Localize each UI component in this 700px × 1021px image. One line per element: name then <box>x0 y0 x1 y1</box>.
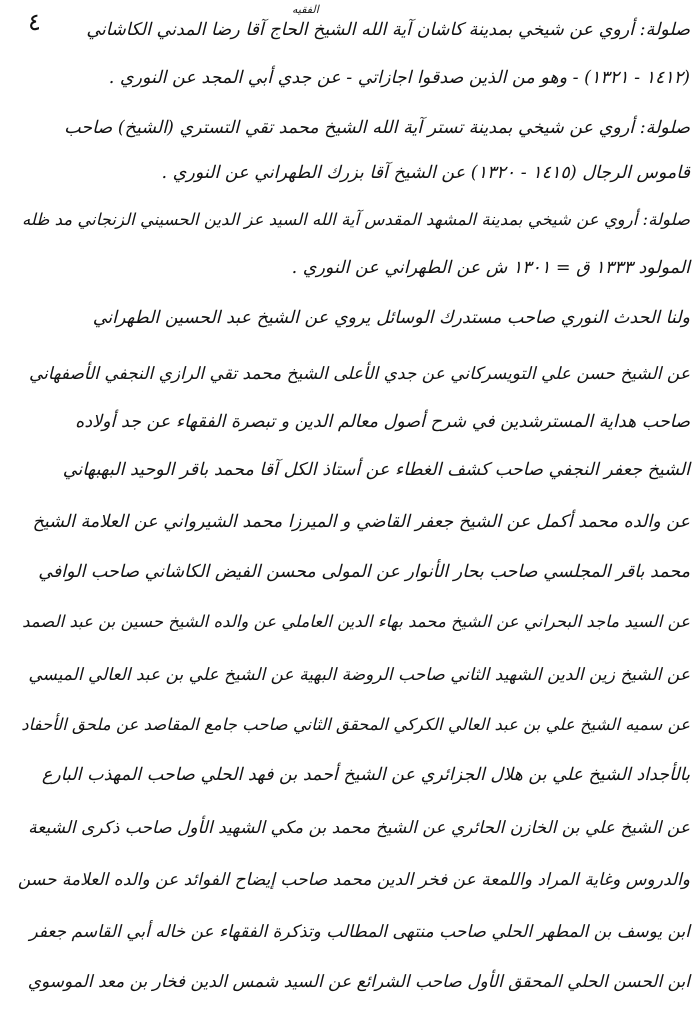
page-number: ٤ <box>28 8 41 36</box>
text-line-8: عن الشيخ حسن علي التويسركاني عن جدي الأعلى الشيخ محمد تقي الرازي النجفي الأصفهاني <box>28 364 690 384</box>
text-line-3: صلولة: أروي عن شيخي بمدينة تستر آية الله الشيخ محمد تقي التستري (الشيخ) صاحب <box>64 118 690 138</box>
text-line-10: الشيخ جعفر النجفي صاحب كشف الغطاء عن أستاذ الكل آقا محمد باقر الوحيد البهبهاني <box>62 460 690 480</box>
text-line-20: ابن الحسن الحلي المحقق الأول صاحب الشرائع عن السيد شمس الدين فخار بن معد الموسوي <box>27 972 690 992</box>
text-line-19: ابن يوسف بن المطهر الحلي صاحب منتهى المطالب وتذكرة الفقهاء عن خاله أبي القاسم جعفر <box>29 922 690 942</box>
text-line-16: بالأجداد الشيخ علي بن هلال الجزائري عن الشيخ أحمد بن فهد الحلي صاحب المهذب البارع <box>41 765 690 785</box>
text-line-12: محمد باقر المجلسي صاحب بحار الأنوار عن المولى محسن الفيض الكاشاني صاحب الوافي <box>38 562 690 582</box>
text-line-6: المولود ١٣٣٣ ق = ١٣٠١ ش عن الطهراني عن النوري . <box>291 258 690 278</box>
text-line-7: ولنا الحدث النوري صاحب مستدرك الوسائل يروي عن الشيخ عبد الحسين الطهراني <box>92 308 690 328</box>
text-line-1: صلولة: أروي عن شيخي بمدينة كاشان آية الله الشيخ الحاج آقا رضا المدني الكاشاني <box>86 20 690 40</box>
text-line-18: والدروس وغاية المراد واللمعة عن فخر الدين محمد صاحب إيضاح الفوائد عن والده العلامة حسن <box>17 870 690 890</box>
text-line-4: قاموس الرجال (١٤١٥ - ١٣٢٠) عن الشيخ آقا بزرك الطهراني عن النوري . <box>161 163 690 183</box>
superscript-note: الفقيه <box>292 3 319 16</box>
text-line-5: صلولة: أروي عن شيخي بمدينة المشهد المقدس آية الله السيد عز الدين الحسيني الزنجاني مد ظله <box>21 210 690 229</box>
text-line-15: عن سميه الشيخ علي بن عبد العالي الكركي المحقق الثاني صاحب جامع المقاصد عن ملحق الأحفاد <box>21 715 690 734</box>
text-line-9: صاحب هداية المسترشدين في شرح أصول معالم الدين و تبصرة الفقهاء عن جد أولاده <box>75 412 690 432</box>
text-line-11: عن والده محمد أكمل عن الشيخ جعفر القاضي و الميرزا محمد الشيرواني عن العلامة الشيخ <box>32 512 690 532</box>
text-line-2: (١٤١٢ - ١٣٢١) - وهو من الذين صدقوا اجازاتي - عن جدي أبي المجد عن النوري . <box>108 68 690 88</box>
text-line-17: عن الشيخ علي بن الخازن الحائري عن الشيخ محمد بن مكي الشهيد الأول صاحب ذكرى الشيعة <box>28 818 690 838</box>
text-line-14: عن الشيخ زين الدين الشهيد الثاني صاحب الروضة البهية عن الشيخ علي بن عبد العالي الميسي <box>28 665 690 685</box>
text-line-13: عن السيد ماجد البحراني عن الشيخ محمد بهاء الدين العاملي عن والده الشيخ حسين بن عبد الصمد <box>22 612 690 631</box>
